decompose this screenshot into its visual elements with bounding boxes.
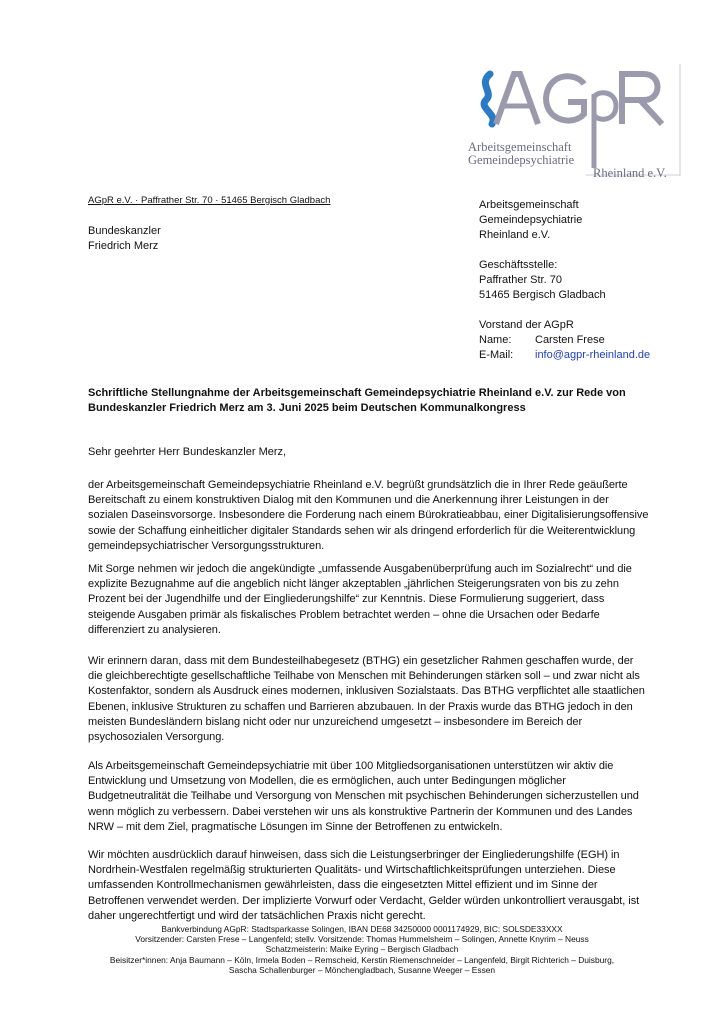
- contact-name-row: [479, 333, 650, 348]
- contact-org-1: Arbeitsgemeinschaft: [479, 199, 579, 211]
- footer-chair: Vorsitzender: Carsten Frese – Langenfeld; stellv. Vorsitzende: Thomas Hummelsheim – Solingen, Annette Knyrim – Neuss: [135, 934, 589, 945]
- name-label: Name:: [479, 334, 512, 346]
- paragraph-4: Als Arbeitsgemeinschaft Gemeindepsychiatrie mit über 100 Mitgliedsorganisationen unterstützen wir aktiv die Entwicklung und Umsetzung von Modellen, die es ermöglichen, auch unter Bedingungen möglicher Budgetneutralität die Teilhabe und Versorgung von Menschen mit psychischen Behinderungen sicherzustellen und wenn möglich zu verbessern. Dabei verstehen wir uns als konstruktive Partnerin der Kommunen und des Landes NRW – mit dem Ziel, pragmatische Lösungen im Sinne der Betroffenen zu entwickeln.: [88, 760, 639, 833]
- email-link[interactable]: info@agpr-rheinland.de: [535, 349, 651, 361]
- footer-assessors-1: Beisitzer*innen: Anja Baumann – Köln, Irmela Boden – Remscheid, Kerstin Riemenschneider – Langenfeld, Birgit Richterich – Duisburg,: [109, 954, 615, 965]
- recipient-title: Bundeskanzler: [88, 225, 161, 237]
- contact-org-2: Gemeindepsychiatrie: [479, 214, 583, 226]
- sender-address-line: AGpR e.V. · Paffrather Str. 70 · 51465 Bergisch Gladbach: [88, 195, 331, 206]
- contact-name: Carsten Frese: [535, 334, 605, 346]
- office-label: Geschäftsstelle:: [479, 259, 558, 271]
- logo-tagline-3: Rheinland e.V.: [593, 166, 667, 180]
- contact-email-row: [479, 348, 650, 363]
- footer-assessors-2: Sascha Schallenburger – Mönchengladbach, Susanne Weeger – Essen: [228, 964, 496, 975]
- paragraph-5: Wir möchten ausdrücklich darauf hinweisen, dass sich die Leistungserbringer der Eingliederungshilfe (EGH) in Nordrhein-Westfalen regelmäßig strukturierten Qualitäts- und Wirtschaftlichkeitsprüfungen unterziehen. Diese umfassenden Kontrollmechanismen gewährleisten, dass die eingesetzten Mittel effizient und im Sinne der Betroffenen verwendet werden. Der implizierte Vorwurf oder Verdacht, Gelder würden unkontrolliert verausgabt, ist daher ungerechtfertigt und wird der tatsächlichen Praxis nicht gerecht.: [88, 849, 640, 922]
- office-street: Paffrather Str. 70: [479, 274, 562, 286]
- contact-block: [479, 198, 650, 363]
- salutation: Sehr geehrter Herr Bundeskanzler Merz,: [88, 446, 287, 458]
- footer-bank: Bankverbindung AGpR: Stadtsparkasse Solingen, IBAN DE68 34250000 0001174929, BIC: SOLSDE33XXX: [161, 924, 563, 934]
- footer-treasurer: Schatzmeisterin: Maike Eyring – Bergisch Gladbach: [265, 944, 459, 955]
- office-city: 51465 Bergisch Gladbach: [479, 289, 606, 301]
- paragraph-1: der Arbeitsgemeinschaft Gemeindepsychiatrie Rheinland e.V. begrüßt grundsätzlich die in Ihrer Rede geäußerte Bereitschaft zu einem konstruktiven Dialog mit den Kommunen und die Anerkennung ihrer Leistungen in der sozialen Daseinsvorsorge. Insbesondere die Forderung nach einem Bürokratieabbau, einer Digitalisierungsoffensive sowie der Schaffung einheitlicher digitaler Standards sehen wir als dringend erforderlich für die Weiterentwicklung gemeindepsychiatrischer Versorgungsstrukturen.: [88, 479, 649, 552]
- paragraph-3: Wir erinnern daran, dass mit dem Bundesteilhabegesetz (BTHG) ein gesetzlicher Rahmen geschaffen wurde, der die gleichberechtigte gesellschaftliche Teilhabe von Menschen mit Behinderungen stärken soll – und zwar nicht als Kostenfaktor, sondern als Ausdruck eines modernen, inklusiven Sozialstaats. Das BTHG verpflichtet alle staatlichen Ebenen, inklusive Strukturen zu schaffen und Barrieren abzubauen. In der Praxis wurde das BTHG jedoch in den meisten Bundesländern bislang nicht oder nur unzureichend umgesetzt – insbesondere im Bereich der psychosozialen Versorgung.: [88, 655, 645, 744]
- contact-org-3: Rheinland e.V.: [479, 229, 551, 241]
- board-label: Vorstand der AGpR: [479, 319, 574, 331]
- letter-subject: Schriftliche Stellungnahme der Arbeitsgemeinschaft Gemeindepsychiatrie Rheinland e.V. zur Rede von Bundeskanzler Friedrich Merz am 3. Juni 2025 beim Deutschen Kommunalkongress: [88, 387, 626, 414]
- logo-tagline-1: Arbeitsgemeinschaft: [468, 140, 572, 154]
- agpr-logo: [456, 64, 681, 180]
- recipient-block: [88, 224, 161, 254]
- recipient-name: Friedrich Merz: [88, 240, 159, 252]
- letter-footer: [60, 924, 664, 975]
- logo-tagline-2: Gemeindepsychiatrie: [468, 153, 575, 167]
- paragraph-2: Mit Sorge nehmen wir jedoch die angekündigte „umfassende Ausgabenüberprüfung auch im Sozialrecht“ und die explizite Bezugnahme auf die angeblich nicht länger akzeptablen „jährlichen Steigerungsraten von bis zu zehn Prozent bei der Jugendhilfe und der Eingliederungshilfe“ zur Kenntnis. Diese Formulierung suggeriert, dass steigende Ausgaben primär als fiskalisches Problem betrachtet werden – ohne die Ursachen oder Bedarfe differenziert zu analysieren.: [88, 563, 632, 636]
- email-label: E-Mail:: [479, 349, 514, 361]
